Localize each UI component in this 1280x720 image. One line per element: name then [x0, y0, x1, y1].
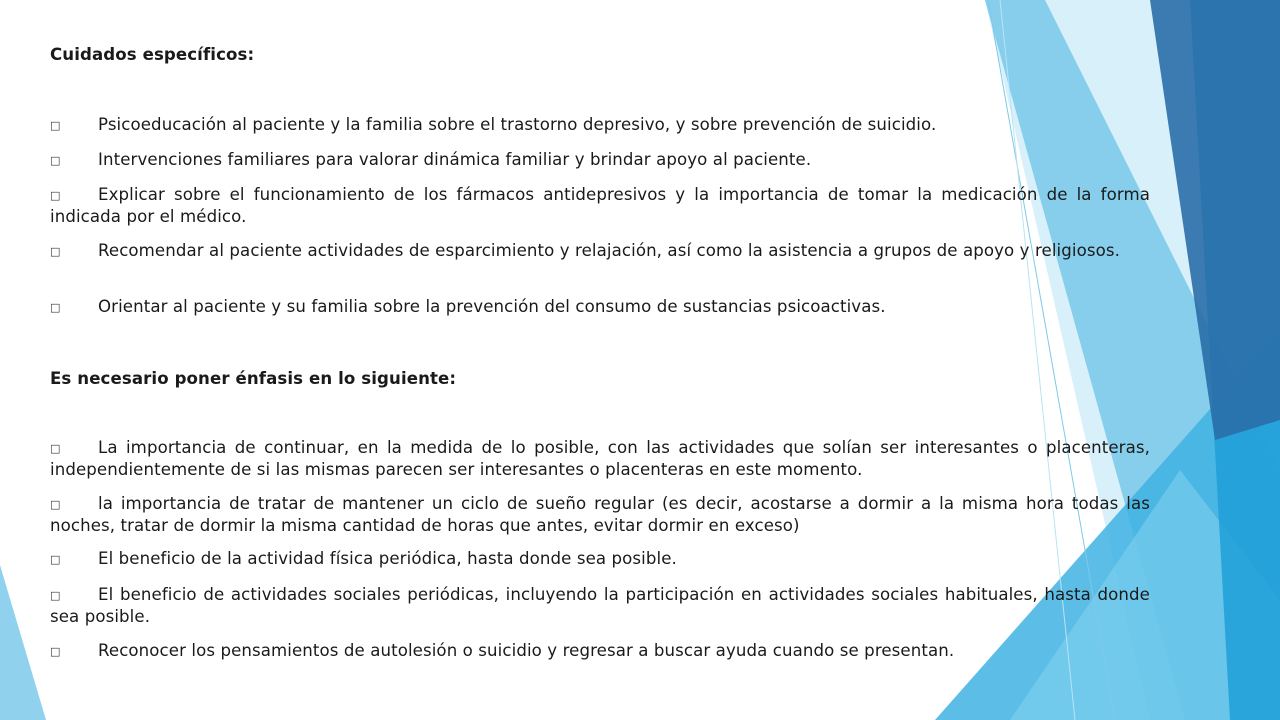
list-item: [50, 114, 1150, 136]
list-item: [50, 584, 1150, 627]
list-item-text: Psicoeducación al paciente y la familia sobre el trastorno depresivo, y sobre prevención de suicidio.: [98, 115, 937, 134]
list-item: [50, 240, 1150, 262]
list-item: [50, 149, 1150, 171]
list-item-text: Explicar sobre el funcionamiento de los fármacos antidepresivos y la importancia de tomar la medicación de la forma indicada por el médico.: [50, 185, 1150, 226]
square-bullet-icon: □: [50, 645, 61, 658]
list-item-text: Orientar al paciente y su familia sobre la prevención del consumo de sustancias psicoactivas.: [98, 297, 886, 316]
left-facet: [0, 565, 46, 720]
list-item-text: El beneficio de la actividad física periódica, hasta donde sea posible.: [98, 549, 677, 568]
square-bullet-icon: □: [50, 498, 61, 511]
list-item-text: la importancia de tratar de mantener un ciclo de sueño regular (es decir, acostarse a dormir a la misma hora todas las noches, tratar de dormir la misma cantidad de horas que antes, evitar dormir en exceso): [50, 494, 1150, 535]
section-heading-enfasis: Es necesario poner énfasis en lo siguiente:: [50, 369, 457, 388]
square-bullet-icon: □: [50, 154, 61, 167]
square-bullet-icon: □: [50, 245, 61, 258]
square-bullet-icon: □: [50, 553, 61, 566]
list-item: [50, 296, 1150, 318]
list-item-text: El beneficio de actividades sociales periódicas, incluyendo la participación en actividades sociales habituales, hasta donde sea posible.: [50, 585, 1150, 626]
list-item: [50, 548, 1150, 570]
square-bullet-icon: □: [50, 442, 61, 455]
section-heading-cuidados: Cuidados específicos:: [50, 45, 255, 64]
list-item: [50, 437, 1150, 480]
list-item-text: Recomendar al paciente actividades de esparcimiento y relajación, así como la asistencia a grupos de apoyo y religiosos.: [98, 241, 1120, 260]
square-bullet-icon: □: [50, 589, 61, 602]
list-item: [50, 184, 1150, 227]
list-item: [50, 493, 1150, 536]
list-item: [50, 640, 1150, 662]
square-bullet-icon: □: [50, 189, 61, 202]
square-bullet-icon: □: [50, 119, 61, 132]
list-item-text: Intervenciones familiares para valorar dinámica familiar y brindar apoyo al paciente.: [98, 150, 812, 169]
list-item-text: Reconocer los pensamientos de autolesión o suicidio y regresar a buscar ayuda cuando se presentan.: [98, 641, 955, 660]
square-bullet-icon: □: [50, 301, 61, 314]
list-item-text: La importancia de continuar, en la medida de lo posible, con las actividades que solían ser interesantes o placenteras, independientemente de si las mismas parecen ser interesantes o placenteras en este momento.: [50, 438, 1150, 479]
